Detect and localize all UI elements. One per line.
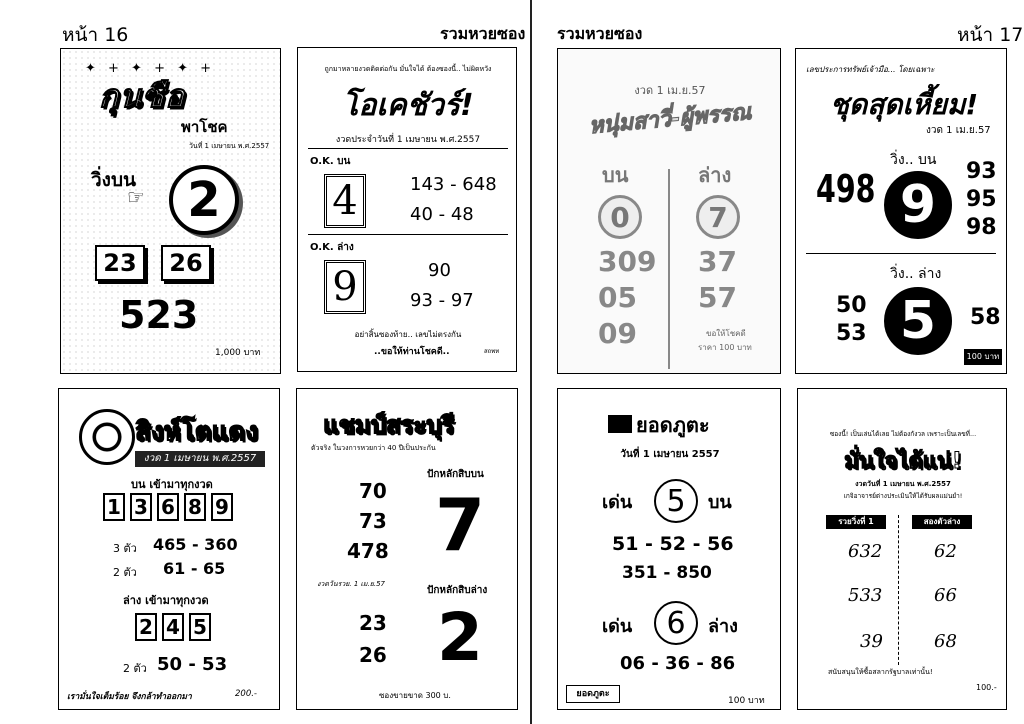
divider — [308, 234, 508, 235]
lower-value: 23 — [359, 611, 387, 635]
lion-logo-icon — [79, 409, 135, 465]
lower-label: ล่าง เข้ามาทุกงวด — [123, 594, 209, 607]
footer-wish: ขอให้โชคดี — [706, 329, 746, 338]
digit-box: 3 — [130, 493, 152, 521]
set-line-1: 51 - 52 - 56 — [612, 533, 734, 555]
digit-box: 8 — [184, 493, 206, 521]
ticket-champ-saraburi — [296, 388, 518, 710]
featured-digit-2: 6 — [666, 605, 686, 641]
digit-box: 1 — [103, 493, 125, 521]
upper-line-2: 40 - 48 — [410, 204, 474, 225]
upper-value: 73 — [359, 509, 387, 533]
column-divider — [668, 169, 670, 369]
lower-two-value: 50 - 53 — [157, 654, 228, 675]
upper-value: 39 — [860, 631, 883, 652]
ticket-title: กุนซือ — [99, 77, 186, 115]
divider — [308, 148, 508, 149]
page-number-right: หน้า 17 — [957, 24, 1024, 46]
upper-label: วิ่ง.. บน — [890, 152, 937, 168]
ticket-tagline: ตัวจริง ในวงการหวยกว่า 40 ปีเป็นประกัน — [311, 444, 436, 452]
page-number-left: หน้า 16 — [62, 24, 129, 46]
lower-value: 62 — [934, 541, 957, 562]
upper-value: 09 — [598, 317, 637, 350]
featured-digit-1: 5 — [666, 483, 686, 519]
section-title-left: รวมหวยซอง — [440, 24, 526, 43]
lower-line-2: 93 - 97 — [410, 290, 474, 311]
upper-value: 478 — [347, 539, 389, 563]
pair-box-1: 23 — [95, 245, 145, 281]
main-number: 2 — [187, 172, 221, 228]
lower-value: 26 — [359, 643, 387, 667]
upper-line-1: 143 - 648 — [410, 174, 497, 195]
ticket-kunsue — [60, 48, 281, 374]
run-label: วิ่งบน — [91, 169, 136, 191]
set-line-3: 06 - 36 - 86 — [620, 653, 736, 674]
price-text: 200.- — [235, 689, 257, 699]
ticket-date: งวด 1 เม.ย.57 — [926, 125, 991, 136]
footer-tag: สถพท — [484, 348, 500, 355]
upper-right-value: 93 — [966, 159, 997, 184]
lower-digit: 2 — [437, 599, 483, 676]
three-digit-label: 3 ตัว — [113, 542, 137, 555]
logo-mark-icon — [608, 415, 632, 433]
lower-value: 66 — [934, 585, 957, 606]
lower-digit-box: 9 — [324, 260, 366, 314]
lower-label: O.K. ล่าง — [310, 242, 354, 253]
digit-box: 2 — [135, 613, 157, 641]
two-digit-value: 61 - 65 — [163, 559, 226, 578]
upper-value: 05 — [598, 281, 637, 314]
ticket-singto-daeng — [58, 388, 280, 710]
upper-value: 70 — [359, 479, 387, 503]
footer-note: สนับสนุนให้ซื้อสลากรัฐบาลเท่านั้น! — [828, 668, 933, 676]
ticket-tagline: ซองนี้! เป็นเล่นได้เลย ไม่ต้องกังวล เพราะเป็นเลขที่... — [829, 430, 977, 438]
lower-value: 57 — [698, 281, 737, 314]
featured-tail-1: บน — [708, 492, 732, 513]
ticket-date: งวด 1 เม.ย.57 — [634, 84, 706, 97]
ticket-title: หนุ่มสาวี่-ผู้พรรณ — [587, 99, 753, 140]
footer-logo: ยอดภูตะ — [566, 685, 620, 703]
footer-note: เรามั่นใจเต็มร้อย จึงกล้าทำออกมา — [67, 692, 192, 702]
main-number-circle — [169, 165, 239, 235]
three-digit-value: 465 - 360 — [153, 535, 238, 554]
upper-digit-row — [103, 493, 238, 521]
ticket-tagline: ถูกมาหลายงวดติดต่อกัน มั่นใจได้ ต้องซองนี้.. ไม่ผิดหวัง — [324, 65, 492, 73]
ticket-date: งวดวันที่ 1 เมษายน พ.ศ.2557 — [855, 480, 951, 488]
lower-digit-circle — [696, 195, 740, 239]
ticket-title: ชุดสุดเหี้ยม! — [830, 88, 979, 121]
ticket-title: สิงห์โตแดง — [135, 417, 258, 447]
ticket-man-jai — [797, 388, 1007, 710]
ticket-subtitle: เกจิอาจารย์ต่างประเมินให้ได้รับผลแม่นยำ! — [843, 492, 963, 500]
lower-left-value: 50 — [836, 293, 867, 318]
digit-box: 9 — [211, 493, 233, 521]
ticket-subtitle: พาโชค — [181, 118, 228, 136]
featured-lead-2: เด่น — [602, 616, 633, 637]
ticket-okay-sure — [297, 47, 517, 372]
upper-digit-box: 4 — [324, 174, 366, 228]
lower-label: ปักหลักสิบล่าง — [427, 585, 488, 596]
ticket-title: ยอดภูตะ — [636, 413, 710, 437]
ticket-date: งวด 1 เมษายน พ.ศ.2557 — [135, 451, 265, 467]
footer-price: ราคา 100 บาท — [698, 343, 752, 352]
upper-digit: 7 — [435, 483, 486, 567]
lower-left-value: 53 — [836, 321, 867, 346]
upper-column-head: บน — [602, 163, 629, 187]
page-spine — [530, 0, 532, 724]
footer-note: อย่าสิ้นซองท้าย.. เลขไม่ตรงกัน — [354, 330, 462, 339]
featured-lead-1: เด่น — [602, 492, 633, 513]
lower-label: วิ่ง.. ล่าง — [890, 266, 942, 282]
featured-digit-circle-1 — [654, 479, 698, 523]
upper-digit-circle — [598, 195, 642, 239]
divider — [806, 253, 996, 254]
lower-value: 68 — [934, 631, 957, 652]
ticket-title: แชมป์สระบุรี — [323, 411, 455, 439]
upper-value: 309 — [598, 245, 657, 278]
upper-column-head: รวยวิ่งที่ 1 — [826, 515, 886, 529]
upper-label: O.K. บน — [310, 156, 351, 167]
price-text: 1,000 บาท — [215, 348, 261, 358]
lower-two-label: 2 ตัว — [123, 662, 147, 675]
lower-right-value: 58 — [970, 305, 1001, 330]
price-text: 100 บาท — [728, 696, 765, 706]
upper-digit: 9 — [899, 175, 937, 235]
pointing-hand-icon: ☞ — [127, 185, 145, 209]
section-title-right: รวมหวยซอง — [557, 24, 643, 43]
upper-digit-circle — [884, 171, 952, 239]
ticket-noum-sao — [557, 48, 781, 374]
ticket-tagline: เลขประการทรัพย์เจ้ามือ... โดยเฉพาะ — [806, 65, 935, 74]
two-digit-label: 2 ตัว — [113, 566, 137, 579]
upper-value: 632 — [848, 541, 883, 562]
upper-right-value: 98 — [966, 215, 997, 240]
footer-wish: ..ขอให้ท่านโชคดี.. — [374, 347, 450, 357]
pair-box-2: 26 — [161, 245, 211, 281]
featured-tail-2: ล่าง — [708, 616, 738, 637]
ticket-date: วันที่ 1 เมษายน พ.ศ.2557 — [189, 142, 270, 150]
upper-value: 533 — [848, 585, 883, 606]
triple-number: 523 — [119, 293, 199, 337]
upper-digit: 0 — [610, 200, 630, 234]
ticket-date: งวดวันรวย. 1 เม.ย.57 — [317, 580, 385, 588]
lower-digit: 5 — [899, 291, 937, 351]
upper-label: บน เข้ามาทุกงวด — [131, 478, 213, 491]
upper-left-number: 498 — [816, 167, 876, 211]
ticket-yod-puta — [557, 388, 781, 710]
column-divider — [898, 515, 900, 665]
upper-label: ปักหลักสิบบน — [427, 469, 484, 480]
lower-digit-row — [135, 613, 216, 641]
ticket-title: โอเคชัวร์! — [342, 88, 474, 123]
price-badge: 100 บาท — [964, 349, 1002, 365]
ticket-chut-sut-hiam — [795, 48, 1007, 374]
lower-column-head: ล่าง — [698, 163, 732, 187]
digit-box: 6 — [157, 493, 179, 521]
price-text: 100.- — [976, 683, 997, 692]
featured-digit-circle-2 — [654, 601, 698, 645]
ticket-title: มั่นใจได้แน่! — [844, 449, 962, 474]
lower-column-head: สองตัวล่าง — [912, 515, 972, 529]
lower-line-1: 90 — [428, 260, 451, 281]
footer-price: ซองขายขาด 300 บ. — [379, 691, 451, 700]
upper-right-value: 95 — [966, 187, 997, 212]
stars-decoration: ✦ + ✦ + ✦ + — [85, 61, 216, 76]
ticket-date: งวดประจำวันที่ 1 เมษายน พ.ศ.2557 — [335, 135, 481, 145]
digit-box: 4 — [162, 613, 184, 641]
ticket-date: วันที่ 1 เมษายน 2557 — [620, 449, 720, 460]
lower-digit-circle — [884, 287, 952, 355]
set-line-2: 351 - 850 — [622, 563, 712, 583]
digit-box: 5 — [189, 613, 211, 641]
lower-digit: 7 — [708, 200, 728, 234]
lower-value: 37 — [698, 245, 737, 278]
